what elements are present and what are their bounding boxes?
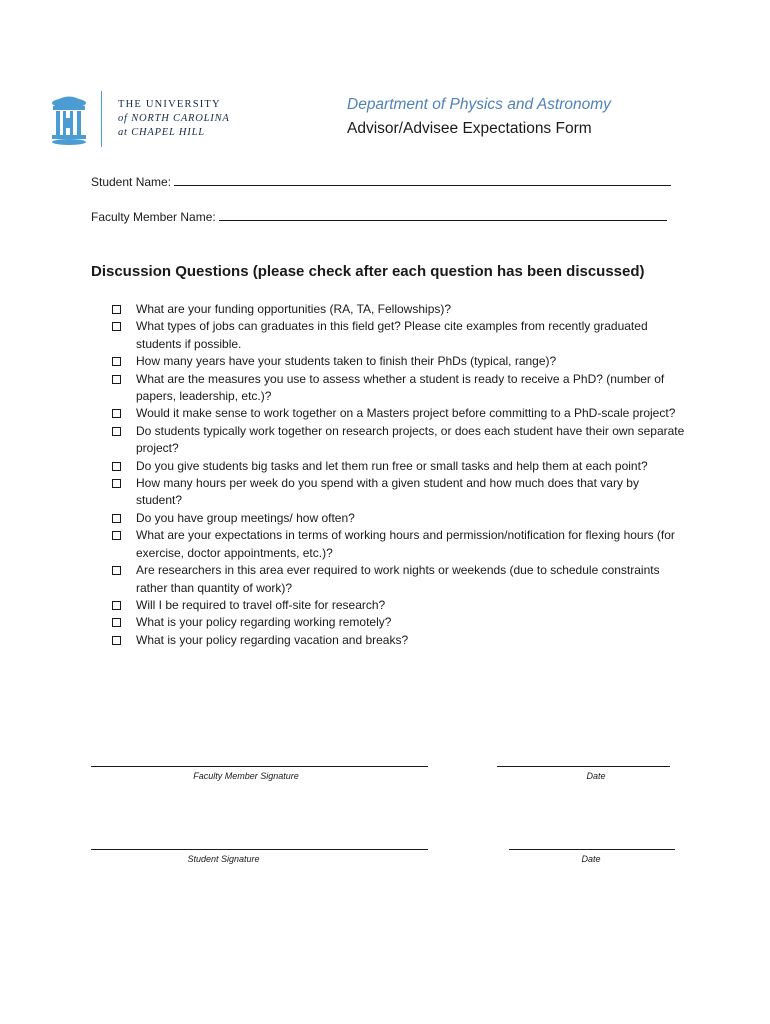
question-item xyxy=(112,301,687,318)
question-checklist xyxy=(112,301,687,649)
student-date-line[interactable] xyxy=(509,849,675,850)
question-item xyxy=(112,510,687,527)
question-text: Would it make sense to work together on a Masters project before committing to a PhD-scale project? xyxy=(136,406,676,421)
question-text: What types of jobs can graduates in this field get? Please cite examples from recently graduated students if possible. xyxy=(136,319,648,351)
student-name-field[interactable] xyxy=(91,175,671,189)
question-text: What are your expectations in terms of working hours and permission/notification for flexing hours (for exercise, doctor appointments, etc.)? xyxy=(136,528,675,560)
university-wordmark xyxy=(118,98,230,140)
checkbox-icon[interactable] xyxy=(112,409,121,418)
checkbox-icon[interactable] xyxy=(112,322,121,331)
wordmark-line-2: of NORTH CAROLINA xyxy=(118,113,230,124)
question-item xyxy=(112,597,687,614)
wordmark-line-3: at CHAPEL HILL xyxy=(118,127,205,138)
faculty-signature-line[interactable] xyxy=(91,766,428,767)
question-text: What is your policy regarding working remotely? xyxy=(136,615,392,630)
faculty-name-field[interactable] xyxy=(91,210,667,224)
question-item xyxy=(112,353,687,370)
question-item xyxy=(112,562,687,597)
checkbox-icon[interactable] xyxy=(112,618,121,627)
checkbox-icon[interactable] xyxy=(112,514,121,523)
faculty-date-label: Date xyxy=(586,771,606,781)
department-name: Department of Physics and Astronomy xyxy=(347,96,611,113)
question-item xyxy=(112,632,687,649)
checkbox-icon[interactable] xyxy=(112,357,121,366)
unc-old-well-logo xyxy=(50,90,100,150)
question-text: What are the measures you use to assess whether a student is ready to receive a PhD? (number of papers, leadership, etc.)? xyxy=(136,371,665,404)
faculty-date-line[interactable] xyxy=(497,766,670,767)
question-text: Are researchers in this area ever required to work nights or weekends (due to schedule constraints rather than quantity of work)? xyxy=(136,563,660,595)
question-item xyxy=(112,371,687,406)
student-name-line[interactable] xyxy=(174,175,671,186)
checkbox-icon[interactable] xyxy=(112,427,121,436)
checkbox-icon[interactable] xyxy=(112,531,121,540)
wordmark-line-1: THE UNIVERSITY xyxy=(118,99,221,110)
form-title: Advisor/Advisee Expectations Form xyxy=(347,120,592,137)
student-signature-label: Student Signature xyxy=(187,854,260,864)
section-heading: Discussion Questions (please check after each question has been discussed) xyxy=(91,263,645,280)
question-text: How many hours per week do you spend with a given student and how much does that vary by student? xyxy=(136,476,639,508)
checkbox-icon[interactable] xyxy=(112,305,121,314)
question-item xyxy=(112,405,687,422)
question-text: Do students typically work together on research projects, or does each student have their own separate project? xyxy=(136,423,685,456)
faculty-name-line[interactable] xyxy=(219,210,667,221)
question-text: How many years have your students taken to finish their PhDs (typical, range)? xyxy=(136,354,557,369)
question-text: Do you have group meetings/ how often? xyxy=(136,510,355,525)
student-date-label: Date xyxy=(581,854,601,864)
question-item xyxy=(112,527,687,562)
question-item xyxy=(112,423,687,458)
question-item xyxy=(112,458,687,475)
checkbox-icon[interactable] xyxy=(112,601,121,610)
student-name-label: Student Name: xyxy=(91,175,172,189)
checkbox-icon[interactable] xyxy=(112,462,121,471)
checkbox-icon[interactable] xyxy=(112,636,121,645)
checkbox-icon[interactable] xyxy=(112,566,121,575)
question-item xyxy=(112,614,687,631)
checkbox-icon[interactable] xyxy=(112,479,121,488)
question-text: What is your policy regarding vacation and breaks? xyxy=(136,632,409,647)
faculty-signature-label: Faculty Member Signature xyxy=(193,771,299,781)
checkbox-icon[interactable] xyxy=(112,375,121,384)
question-item xyxy=(112,318,687,353)
question-text: Will I be required to travel off-site for research? xyxy=(136,597,386,612)
student-signature-line[interactable] xyxy=(91,849,428,850)
logo-divider xyxy=(101,91,102,147)
question-text: What are your funding opportunities (RA, TA, Fellowships)? xyxy=(136,302,452,316)
question-item xyxy=(112,475,687,510)
question-text: Do you give students big tasks and let them run free or small tasks and help them at each point? xyxy=(136,458,648,473)
faculty-name-label: Faculty Member Name: xyxy=(91,210,216,224)
